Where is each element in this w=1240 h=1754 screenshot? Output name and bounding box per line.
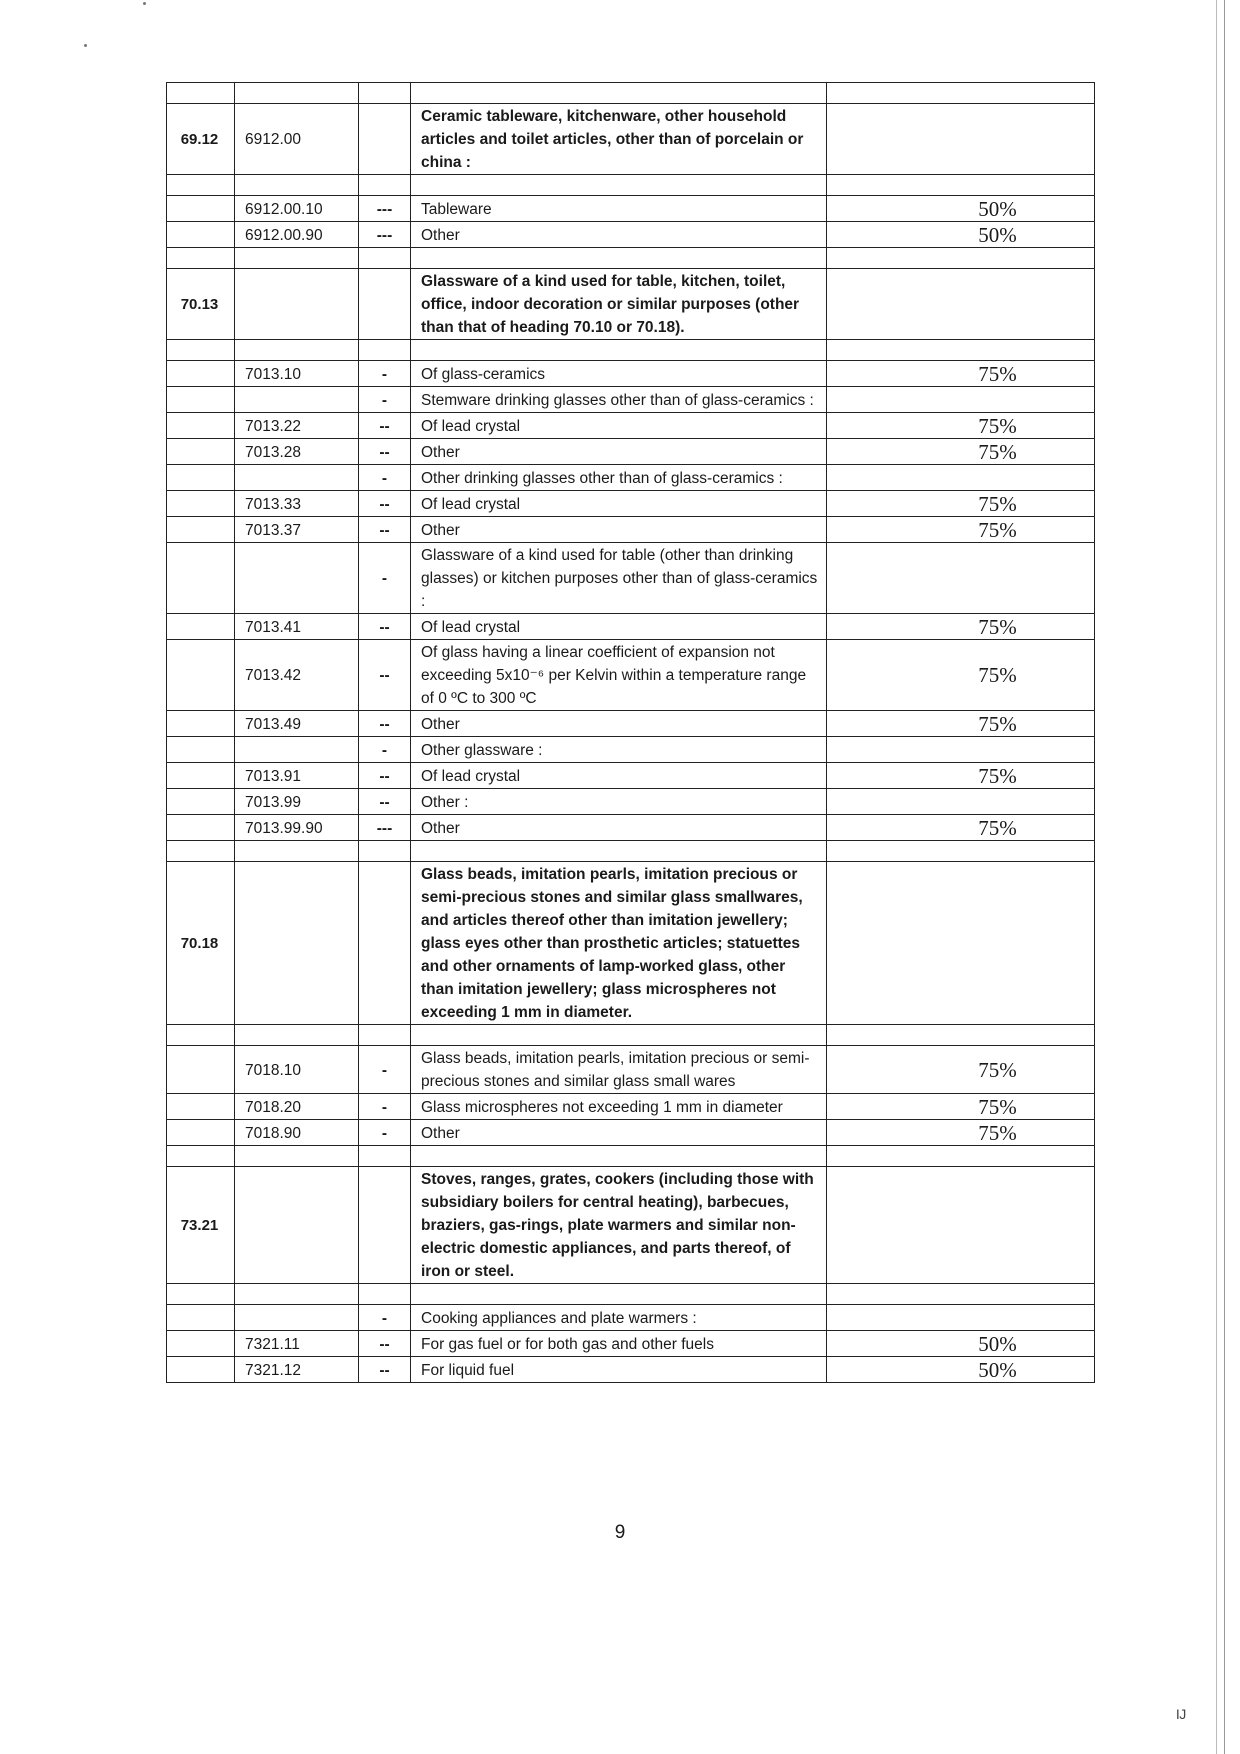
tariff-code-cell: 7013.99 [235,789,359,815]
rate-cell [827,862,1095,1025]
rate-cell: 75% [827,640,1095,711]
empty-cell [411,340,827,361]
description-cell: Other glassware : [411,737,827,763]
spacer-row [167,1025,1095,1046]
level-dash-cell: -- [359,439,411,465]
rate-cell: 75% [827,763,1095,789]
empty-cell [827,248,1095,269]
empty-cell [167,248,235,269]
level-dash-cell: -- [359,614,411,640]
empty-cell [235,1025,359,1046]
empty-cell [411,1146,827,1167]
empty-cell [411,248,827,269]
rate-cell: 75% [827,361,1095,387]
description-cell: For liquid fuel [411,1357,827,1383]
heading-number-cell [167,517,235,543]
description-cell: Other : [411,789,827,815]
level-dash-cell [359,269,411,340]
heading-number-cell [167,789,235,815]
tariff-table [166,82,1095,1383]
page-number: 9 [614,1522,626,1543]
tariff-code-cell: 7013.99.90 [235,815,359,841]
table-row [167,465,1095,491]
heading-number-cell [167,491,235,517]
empty-cell [411,175,827,196]
rate-cell [827,789,1095,815]
empty-cell [235,841,359,862]
level-dash-cell: --- [359,815,411,841]
level-dash-cell: - [359,543,411,614]
empty-cell [359,83,411,104]
tariff-code-cell: 7018.20 [235,1094,359,1120]
rate-cell: 75% [827,413,1095,439]
empty-cell [359,248,411,269]
heading-number-cell [167,737,235,763]
rate-cell [827,269,1095,340]
heading-row [167,1167,1095,1284]
rate-cell [827,737,1095,763]
rate-cell [827,104,1095,175]
heading-row [167,862,1095,1025]
rate-cell: 50% [827,1331,1095,1357]
empty-cell [359,1025,411,1046]
rate-cell: 50% [827,196,1095,222]
empty-cell [827,1284,1095,1305]
tariff-code-cell: 7321.12 [235,1357,359,1383]
empty-cell [235,1284,359,1305]
description-cell: Other [411,517,827,543]
heading-number-cell [167,614,235,640]
description-cell: Stemware drinking glasses other than of glass-ceramics : [411,387,827,413]
description-cell: Stoves, ranges, grates, cookers (including those with subsidiary boilers for central heating), barbecues, braziers, gas-rings, plate warmers and similar non-electric domestic appliances, and parts thereof, of iron or steel. [411,1167,827,1284]
table-row [167,1094,1095,1120]
rate-cell: 75% [827,517,1095,543]
rate-cell: 75% [827,1120,1095,1146]
level-dash-cell: -- [359,1331,411,1357]
table-row [167,491,1095,517]
level-dash-cell: -- [359,517,411,543]
spacer-row [167,340,1095,361]
tariff-code-cell: 6912.00.10 [235,196,359,222]
tariff-code-cell: 7013.33 [235,491,359,517]
empty-cell [827,1025,1095,1046]
table-row [167,1305,1095,1331]
table-row [167,543,1095,614]
level-dash-cell: - [359,1094,411,1120]
description-cell: Other [411,222,827,248]
heading-row [167,269,1095,340]
empty-cell [359,841,411,862]
empty-cell [411,841,827,862]
empty-cell [167,83,235,104]
empty-cell [167,175,235,196]
tariff-table-body [167,83,1095,1383]
tariff-code-cell [235,862,359,1025]
tariff-code-cell: 7013.22 [235,413,359,439]
heading-number-cell: 70.18 [167,862,235,1025]
rate-cell: 75% [827,1046,1095,1094]
empty-cell [359,175,411,196]
description-cell: Other [411,815,827,841]
level-dash-cell: -- [359,711,411,737]
description-cell: Of glass having a linear coefficient of expansion not exceeding 5x10⁻⁶ per Kelvin within a temperature range of 0 ºC to 300 ºC [411,640,827,711]
rate-cell [827,1305,1095,1331]
rate-cell: 75% [827,711,1095,737]
description-cell: For gas fuel or for both gas and other fuels [411,1331,827,1357]
spacer-row [167,1146,1095,1167]
description-cell: Other drinking glasses other than of glass-ceramics : [411,465,827,491]
scan-binding-line [1224,0,1225,1754]
level-dash-cell: - [359,1305,411,1331]
heading-row [167,104,1095,175]
tariff-code-cell [235,1167,359,1284]
table-row [167,196,1095,222]
empty-cell [359,340,411,361]
tariff-code-cell: 7321.11 [235,1331,359,1357]
description-cell: Other [411,1120,827,1146]
heading-number-cell [167,1046,235,1094]
heading-number-cell [167,387,235,413]
tariff-code-cell: 7013.42 [235,640,359,711]
level-dash-cell [359,104,411,175]
tariff-code-cell: 6912.00.90 [235,222,359,248]
heading-number-cell [167,1357,235,1383]
empty-cell [359,1146,411,1167]
description-cell: Glassware of a kind used for table (other than drinking glasses) or kitchen purposes other than of glass-ceramics : [411,543,827,614]
spacer-row [167,175,1095,196]
level-dash-cell: - [359,361,411,387]
rate-cell: 75% [827,439,1095,465]
heading-number-cell [167,1094,235,1120]
rate-cell: 75% [827,614,1095,640]
tariff-code-cell: 7018.10 [235,1046,359,1094]
empty-cell [235,1146,359,1167]
corner-mark: Ĳ [1176,1706,1187,1722]
empty-cell [827,83,1095,104]
heading-number-cell [167,815,235,841]
spacer-row [167,83,1095,104]
heading-number-cell [167,196,235,222]
description-cell: Glass beads, imitation pearls, imitation precious or semi-precious stones and similar glass smallwares, and articles thereof other than imitation jewellery; glass eyes other than prosthetic articles; statuettes and other ornaments of lamp-worked glass, other than imitation jewellery; glass microspheres not exceeding 1 mm in diameter. [411,862,827,1025]
empty-cell [359,1284,411,1305]
table-row [167,1120,1095,1146]
table-row [167,640,1095,711]
rate-cell: 50% [827,222,1095,248]
spacer-row [167,248,1095,269]
heading-number-cell: 73.21 [167,1167,235,1284]
level-dash-cell: -- [359,491,411,517]
description-cell: Ceramic tableware, kitchenware, other household articles and toilet articles, other than of porcelain or china : [411,104,827,175]
table-row [167,711,1095,737]
rate-cell: 75% [827,815,1095,841]
tariff-code-cell: 7013.91 [235,763,359,789]
tariff-code-cell: 6912.00 [235,104,359,175]
heading-number-cell [167,465,235,491]
scan-speck [143,2,146,5]
tariff-code-cell [235,1305,359,1331]
empty-cell [827,1146,1095,1167]
description-cell: Of lead crystal [411,491,827,517]
level-dash-cell: --- [359,196,411,222]
heading-number-cell [167,1305,235,1331]
empty-cell [235,83,359,104]
table-row [167,737,1095,763]
heading-number-cell [167,711,235,737]
tariff-code-cell: 7013.28 [235,439,359,465]
level-dash-cell: - [359,387,411,413]
tariff-code-cell: 7013.37 [235,517,359,543]
empty-cell [167,1146,235,1167]
tariff-code-cell [235,387,359,413]
tariff-code-cell [235,737,359,763]
level-dash-cell: -- [359,640,411,711]
description-cell: Of lead crystal [411,763,827,789]
heading-number-cell [167,763,235,789]
empty-cell [235,175,359,196]
empty-cell [167,1025,235,1046]
tariff-code-cell: 7013.49 [235,711,359,737]
rate-cell: 75% [827,1094,1095,1120]
description-cell: Glass microspheres not exceeding 1 mm in diameter [411,1094,827,1120]
empty-cell [167,340,235,361]
level-dash-cell: - [359,737,411,763]
table-row [167,614,1095,640]
table-row [167,439,1095,465]
scan-speck [84,44,87,47]
table-row [167,222,1095,248]
table-row [167,361,1095,387]
heading-number-cell [167,439,235,465]
empty-cell [827,841,1095,862]
description-cell: Cooking appliances and plate warmers : [411,1305,827,1331]
rate-cell [827,465,1095,491]
table-row [167,1046,1095,1094]
empty-cell [827,340,1095,361]
description-cell: Of lead crystal [411,614,827,640]
table-row [167,1331,1095,1357]
table-row [167,387,1095,413]
table-row [167,789,1095,815]
table-row [167,1357,1095,1383]
level-dash-cell [359,1167,411,1284]
description-cell: Other [411,439,827,465]
heading-number-cell [167,1120,235,1146]
empty-cell [411,83,827,104]
level-dash-cell [359,862,411,1025]
rate-cell [827,1167,1095,1284]
level-dash-cell: -- [359,413,411,439]
heading-number-cell [167,222,235,248]
empty-cell [235,248,359,269]
table-row [167,517,1095,543]
empty-cell [235,340,359,361]
description-cell: Of glass-ceramics [411,361,827,387]
tariff-code-cell [235,543,359,614]
tariff-code-cell: 7013.10 [235,361,359,387]
level-dash-cell: - [359,1120,411,1146]
level-dash-cell: -- [359,789,411,815]
description-cell: Glassware of a kind used for table, kitchen, toilet, office, indoor decoration or similar purposes (other than that of heading 70.10 or 70.18). [411,269,827,340]
spacer-row [167,841,1095,862]
scan-binding-line [1216,0,1217,1754]
empty-cell [167,841,235,862]
rate-cell [827,543,1095,614]
description-cell: Glass beads, imitation pearls, imitation precious or semi-precious stones and similar glass small wares [411,1046,827,1094]
tariff-code-cell: 7018.90 [235,1120,359,1146]
level-dash-cell: -- [359,763,411,789]
empty-cell [167,1284,235,1305]
heading-number-cell [167,413,235,439]
heading-number-cell [167,640,235,711]
heading-number-cell [167,543,235,614]
heading-number-cell: 69.12 [167,104,235,175]
empty-cell [411,1284,827,1305]
description-cell: Other [411,711,827,737]
table-row [167,413,1095,439]
table-row [167,815,1095,841]
empty-cell [827,175,1095,196]
level-dash-cell: - [359,1046,411,1094]
rate-cell: 50% [827,1357,1095,1383]
description-cell: Tableware [411,196,827,222]
level-dash-cell: --- [359,222,411,248]
description-cell: Of lead crystal [411,413,827,439]
level-dash-cell: -- [359,1357,411,1383]
heading-number-cell [167,361,235,387]
heading-number-cell: 70.13 [167,269,235,340]
rate-cell [827,387,1095,413]
spacer-row [167,1284,1095,1305]
tariff-code-cell [235,465,359,491]
tariff-code-cell [235,269,359,340]
table-row [167,763,1095,789]
tariff-code-cell: 7013.41 [235,614,359,640]
level-dash-cell: - [359,465,411,491]
heading-number-cell [167,1331,235,1357]
rate-cell: 75% [827,491,1095,517]
empty-cell [411,1025,827,1046]
